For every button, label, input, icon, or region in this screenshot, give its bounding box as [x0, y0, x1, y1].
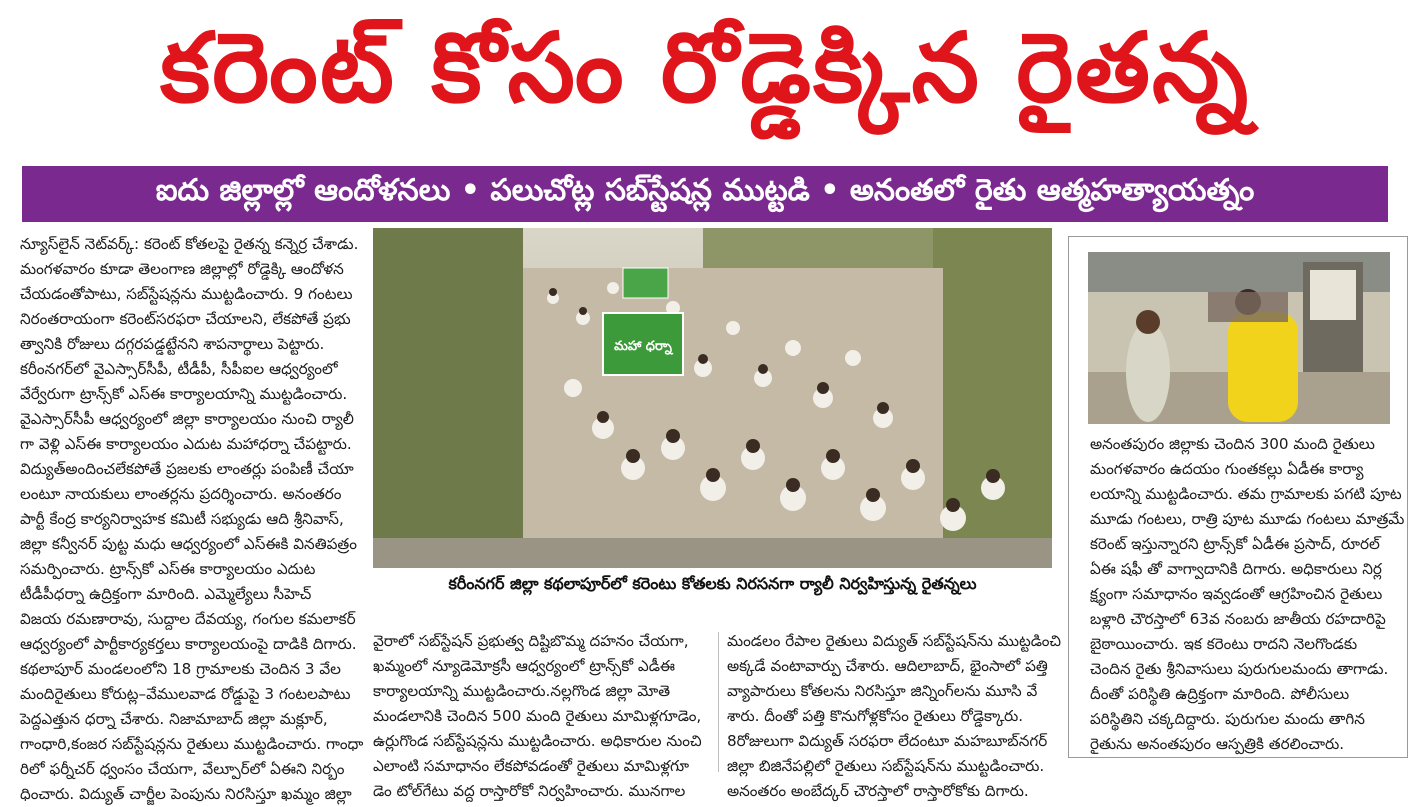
text-line: సమర్పించారు. ట్రాన్స్‌కో ఎస్‌ఈ కార్యాలయం ఎదుట — [20, 560, 316, 578]
subheadline-bar: ఐదు జిల్లాల్లో ఆందోళనలు • పలుచోట్ల సబ్‌స్టేషన్ల ముట్టడి • అనంతలో రైతు ఆత్మహత్యాయత్నం — [22, 166, 1388, 222]
text-line: పార్టీ కేంద్ర కార్యనిర్వాహక కమిటీ సభ్యుడు ఆది శ్రీనివాస్, — [20, 510, 344, 528]
text-line: లంటూ నాయకులు లాంతర్లను ప్రదర్శించారు. అనంతరం — [20, 485, 342, 503]
text-line: ఏఈ షఫీ తో వాగ్వాదానికి దిగారు. అధికారులు నిర్ల — [1090, 560, 1382, 578]
text-line: త్వానికి రోజులు దగ్గరపడ్డట్టేనని శాపనార్థాలు పెట్టారు. — [20, 335, 325, 353]
text-line: మందిరైతులు కోరుట్ల–వేములవాడ రోడ్డుపై 3 గంటలపాటు — [20, 685, 351, 703]
text-line: రైతును అనంతపురం ఆస్పత్రికి తరలించారు. — [1090, 735, 1345, 753]
text-line: మూడు గంటలు, రాత్రి పూట మూడు గంటలు మాత్రమే — [1090, 510, 1405, 528]
text-line: చేయడంతోపాటు, సబ్‌స్టేషన్లను ముట్టడించారు. 9 గంటలు — [20, 285, 353, 303]
text-line: గాంధారి,కంజర సబ్‌స్టేషన్లను రైతులు ముట్టడించారు. గాంధా — [20, 735, 364, 753]
text-line: మంగళవారం కూడా తెలంగాణ జిల్లాల్లో రోడ్డెక్కి ఆందోళన — [20, 260, 344, 278]
rally-photo-illustration — [373, 228, 1052, 568]
text-line: 8రోజులుగా విద్యుత్ సరఫరా లేదంటూ మహబూబ్‌నగర్ — [727, 732, 1048, 750]
article-column-2 — [373, 629, 713, 800]
text-line: మండలానికి చెందిన 500 మంది రైతులు మామిళ్లగూడెం, — [373, 707, 702, 725]
text-line: మంగళవారం ఉదయం గుంతకల్లు ఏడీఈ కార్యా — [1090, 460, 1364, 478]
text-line: నిరంతరాయంగా కరెంట్‌సరఫరా చేయాలని, లేకపోతే ప్రభు — [20, 310, 351, 328]
text-line: టీడీపీధర్నా ఉద్రిక్తంగా మారింది. ఎమ్మెల్యేలు సీహెచ్ — [20, 585, 312, 603]
text-line: అక్కడే వంటావార్పు చేశారు. ఆదిలాబాద్, భైంసాలో పత్తి — [727, 657, 1048, 675]
text-line: జిల్లా కన్వీనర్ పుట్ట మధు ఆధ్వర్యంలో ఎస్‌ఈకి వినతిపత్రం — [20, 535, 357, 553]
text-line: అనంతపురం జిల్లాకు చెందిన 300 మంది రైతులు — [1090, 435, 1375, 453]
text-line: విద్యుత్‌అందించలేకపోతే ప్రజలకు లాంతర్లు పంపిణీ చేయా — [20, 460, 354, 478]
headline: కరెంట్ కోసం రోడ్డెక్కిన రైతన్న — [160, 12, 1250, 124]
side-story-text — [1090, 432, 1405, 753]
text-line: ఎలాంటి సమాధానం లేకపోవడంతో రైతులు మామిళ్లగూ — [373, 757, 690, 775]
text-line: ధించారు. విద్యుత్ చార్జీల పెంపును నిరసిస్తూ ఖమ్మం జిల్లా — [20, 785, 352, 803]
rally-photo — [373, 228, 1052, 568]
text-line: చెందిన రైతు శ్రీనివాసులు పురుగులమందు తాగాడు. — [1090, 660, 1389, 678]
hospital-photo-illustration — [1088, 252, 1390, 424]
text-line: అనంతరం అంబేద్కర్ చౌరస్తాలో రాస్తారోకోకు దిగారు. — [727, 782, 1029, 800]
text-line: కార్యాలయాన్ని ముట్టడించారు.నల్లగొండ జిల్లా మోతె — [373, 682, 671, 700]
column-divider — [718, 632, 719, 772]
text-line: వైరాలో సబ్‌స్టేషన్ ప్రభుత్వ దిష్టిబొమ్మ దహనం చేయగా, — [373, 632, 689, 650]
text-line: న్యూస్‌లైన్ నెట్‌వర్క్: కరెంట్ కోతలపై రైతన్న కన్నెర్ర చేశాడు. — [20, 235, 359, 253]
banner-text: మహా ధర్నా — [614, 339, 672, 354]
text-line: విజయ రమణారావు, సుద్దాల దేవయ్య, గంగుల కమలాకర్ — [20, 610, 356, 628]
text-line: కరెంట్ ఇస్తున్నారని ట్రాన్స్‌కో ఏడీఈ ప్రసాద్, రూరల్ — [1090, 535, 1380, 553]
text-line: క్ష్యంగా సమాధానం ఇవ్వడంతో ఆగ్రహించిన రైతులు — [1090, 585, 1383, 603]
main-photo-caption: కరీంనగర్ జిల్లా కథలాపూర్‌లో కరెంటు కోతలకు నిరసనగా ర్యాలీ నిర్వహిస్తున్న రైతన్నలు — [448, 573, 977, 593]
text-line: ఖమ్మంలో న్యూడెమోక్రసీ ఆధ్వర్యంలో ట్రాన్స్‌కో ఎడీఈ — [373, 657, 676, 675]
text-line: ఆధ్వర్యంలో పార్టీకార్యకర్తలు కార్యాలయంపై దాడికి దిగారు. — [20, 635, 357, 653]
text-line: కరీంనగర్‌లో వైఎస్సార్‌సీపీ, టీడీపీ, సీపీఐల ఆధ్వర్యంలో — [20, 360, 338, 378]
text-line: మండలం రేపాల రైతులు విద్యుత్ సబ్‌స్టేషన్‌ను ముట్టడించి — [727, 632, 1062, 650]
article-column-1 — [20, 232, 370, 803]
text-line: వ్యాపారులు కోతలను నిరసిస్తూ జిన్నింగ్‌లను మూసి వే — [727, 682, 1038, 700]
text-line: గా వెళ్లి ఎస్‌ఈ కార్యాలయం ఎదుట మహాధర్నా చేపట్టారు. — [20, 435, 352, 453]
text-line: పెద్దఎత్తున ధర్నా చేశారు. నిజామాబాద్ జిల్లా మక్లూర్, — [20, 710, 328, 728]
article-column-3 — [727, 629, 1062, 800]
text-line: లయాన్ని ముట్టడించారు. తమ గ్రామాలకు పగటి పూట — [1090, 485, 1402, 503]
text-line: వైఎస్సార్‌సీపీ ఆధ్వర్యంలో జిల్లా కార్యాలయం నుంచి ర్యాలీ — [20, 410, 354, 428]
text-line: ఉర్లుగొండ సబ్‌స్టేషన్లను ముట్టడించారు. అధికారుల నుంచి — [373, 732, 702, 750]
text-line: బైఠాయించారు. ఇక కరెంటు రాదని నెలగొండకు — [1090, 635, 1358, 653]
text-line: వేర్వేరుగా ట్రాన్స్‌కో ఎస్‌ఈ కార్యాలయాన్ని ముట్టడించారు. — [20, 385, 348, 403]
text-line: డెం టోల్‌గేటు వద్ద రాస్తారోకో నిర్వహించారు. మునగాల — [373, 782, 686, 800]
text-line: పరిస్థితిని చక్కదిద్దారు. పురుగుల మందు తాగిన — [1090, 710, 1365, 728]
text-line: కథలాపూర్ మండలంలోని 18 గ్రామాలకు చెందిన 3 వేల — [20, 660, 341, 678]
text-line: బళ్లారి చౌరస్తాలో 63వ నంబరు జాతీయ రహదారిపై — [1090, 610, 1386, 628]
text-line: జిల్లా బిజినేపల్లిలో రైతులు సబ్‌స్టేషన్‌ను ముట్టడించారు. — [727, 757, 1045, 775]
hospital-photo — [1088, 252, 1390, 424]
text-line: రిలో ఫర్నీచర్ ధ్వంసం చేయగా, వేల్పూర్‌లో ఏఈని నిర్బం — [20, 760, 345, 778]
text-line: శారు. దీంతో పత్తి కొనుగోళ్లకోసం రైతులు రోడ్డెక్కారు. — [727, 707, 1024, 725]
text-line: దీంతో పరిస్థితి ఉద్రిక్తంగా మారింది. పోలీసులు — [1090, 685, 1350, 703]
